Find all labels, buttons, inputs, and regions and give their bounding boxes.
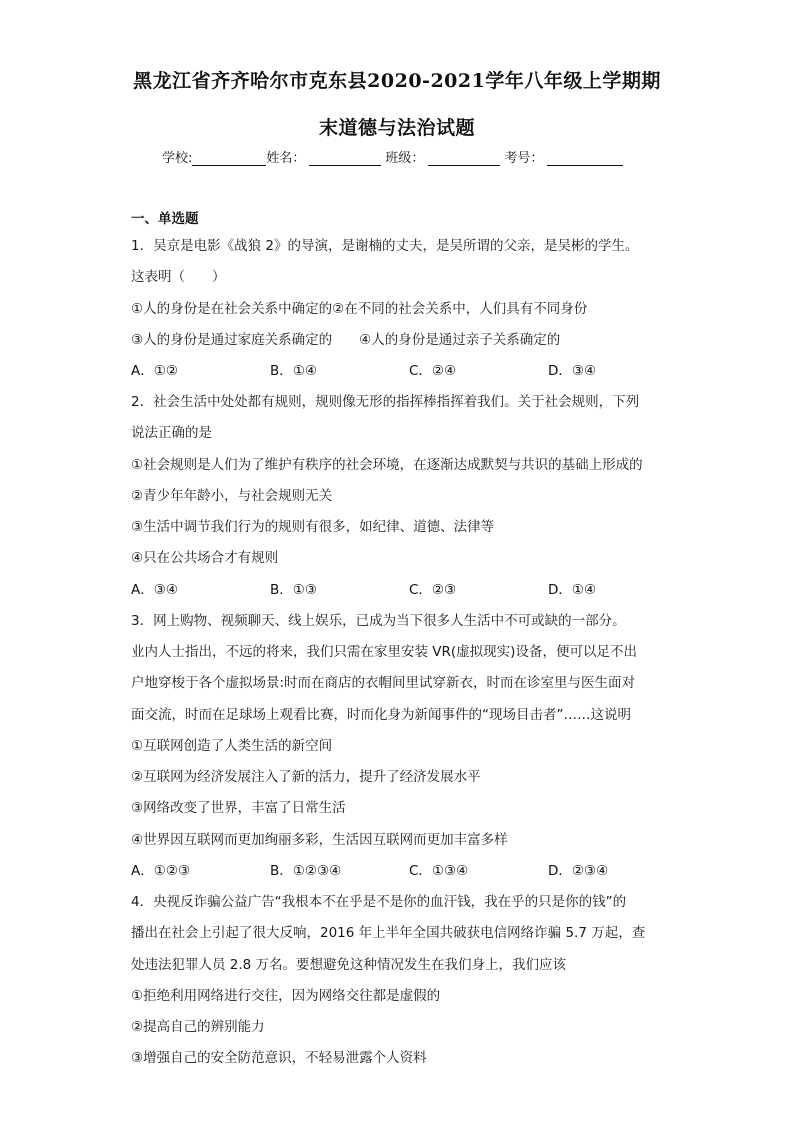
- q4-statement: ②提高自己的辨别能力: [131, 1019, 265, 1035]
- q3-line: 业内人士指出，不远的将来，我们只需在家里安装 VR(虚拟现实)设备，便可以足不出: [131, 644, 637, 660]
- exam-title-line1: 黑龙江省齐齐哈尔市克东县2020-2021学年八年级上学期期: [133, 70, 661, 92]
- q2-statement: ③生活中调节我们行为的规则有很多，如纪律、道德、法律等: [131, 519, 495, 535]
- student-info-row: [162, 147, 623, 166]
- q1-statement: ①人的身份是在社会关系中确定的②在不同的社会关系中，人们具有不同身份: [131, 301, 588, 317]
- q2-option-d[interactable]: D．①④: [548, 582, 597, 598]
- q4-line: 4．央视反诈骗公益广告“我根本不在乎是不是你的血汗钱，我在乎的只是你的钱”的: [131, 894, 627, 910]
- name-blank[interactable]: [309, 151, 381, 166]
- q4-line: 播出在社会上引起了很大反响，2016 年上半年全国共破获电信网络诈骗 5.7 万起，查: [131, 925, 646, 941]
- q1-line: 1．吴京是电影《战狼 2》的导演，是谢楠的丈夫，是吴所谓的父亲，是吴彬的学生。: [131, 238, 639, 254]
- q4-statement: ①拒绝利用网络进行交往，因为网络交往都是虚假的: [131, 988, 441, 1004]
- q3-option-b[interactable]: B．①②③④: [270, 863, 342, 879]
- school-label: 学校:: [162, 151, 193, 166]
- school-blank[interactable]: [192, 151, 266, 166]
- q1-statement: ③人的身份是通过家庭关系确定的 ④人的身份是通过亲子关系确定的: [131, 332, 561, 348]
- q2-statement: ①社会规则是人们为了维护有秩序的社会环境，在逐渐达成默契与共识的基础上形成的: [131, 457, 643, 473]
- q2-option-a[interactable]: A．③④: [131, 582, 178, 598]
- number-blank[interactable]: [547, 151, 623, 166]
- class-blank[interactable]: [428, 151, 500, 166]
- q2-line: 说法正确的是: [131, 425, 212, 441]
- q3-statement: ④世界因互联网而更加绚丽多彩，生活因互联网而更加丰富多样: [131, 832, 508, 848]
- q1-option-b[interactable]: B．①④: [270, 363, 317, 379]
- q3-option-c[interactable]: C．①③④: [409, 863, 469, 879]
- class-label: 班级：: [385, 151, 425, 166]
- q2-statement: ②青少年年龄小，与社会规则无关: [131, 488, 333, 504]
- q3-line: 3．网上购物、视频聊天、线上娱乐，已成为当下很多人生活中不可或缺的一部分。: [131, 613, 626, 629]
- name-label: 姓名：: [266, 151, 306, 166]
- q3-option-a[interactable]: A．①②③: [131, 863, 191, 879]
- q3-option-d[interactable]: D．②③④: [548, 863, 609, 879]
- q3-line: 面交流，时而在足球场上观看比赛，时而化身为新闻事件的“现场目击者”……这说明: [131, 707, 631, 723]
- number-label: 考号：: [504, 151, 544, 166]
- q3-statement: ①互联网创造了人类生活的新空间: [131, 738, 333, 754]
- q2-option-c[interactable]: C．②③: [409, 582, 457, 598]
- q2-statement: ④只在公共场合才有规则: [131, 550, 279, 566]
- q4-line: 处违法犯罪人员 2.8 万名。要想避免这种情况发生在我们身上，我们应该: [131, 957, 567, 973]
- q3-statement: ③网络改变了世界，丰富了日常生活: [131, 800, 346, 816]
- q2-option-b[interactable]: B．①③: [270, 582, 317, 598]
- section-title: 一、单选题: [131, 211, 199, 227]
- exam-title-line2: 末道德与法治试题: [318, 117, 475, 139]
- q1-line: 这表明（ ）: [131, 269, 226, 285]
- q3-statement: ②互联网为经济发展注入了新的活力，提升了经济发展水平: [131, 769, 481, 785]
- q2-line: 2．社会生活中处处都有规则，规则像无形的指挥棒指挥着我们。关于社会规则，下列: [131, 394, 640, 410]
- q3-line: 户地穿梭于各个虚拟场景:时而在商店的衣帽间里试穿新衣，时而在诊室里与医生面对: [131, 675, 636, 691]
- q4-statement: ③增强自己的安全防范意识，不轻易泄露个人资料: [131, 1050, 427, 1066]
- q1-option-c[interactable]: C．②④: [409, 363, 457, 379]
- q1-option-d[interactable]: D．③④: [548, 363, 597, 379]
- q1-option-a[interactable]: A．①②: [131, 363, 178, 379]
